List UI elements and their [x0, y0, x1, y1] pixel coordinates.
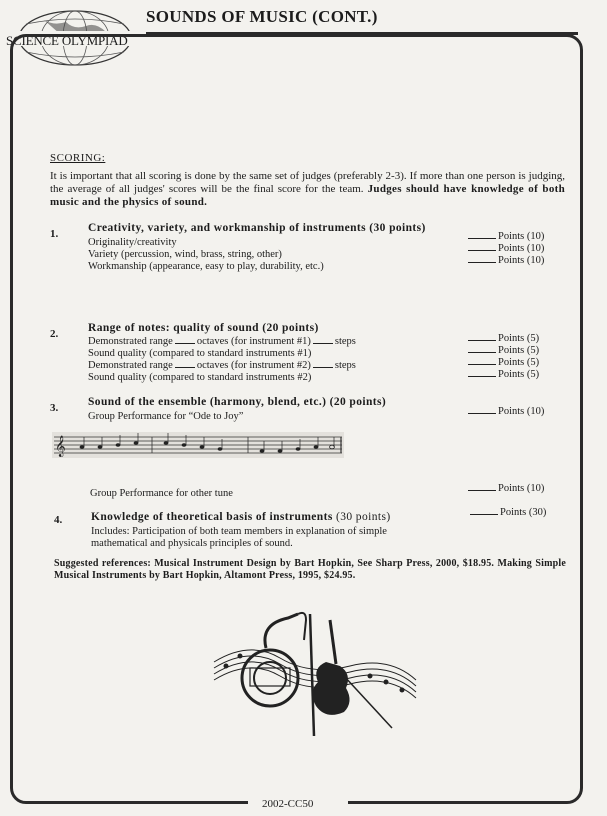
- intro-bold-text: Judges should have knowledge of both music and the physics of sound.: [50, 183, 566, 208]
- octaves-2-blank[interactable]: [175, 367, 195, 368]
- svg-text:𝄞: 𝄞: [55, 436, 66, 456]
- section-2-quality-2: Sound quality (compared to standard instruments #2): [88, 372, 312, 383]
- section-3-points-1[interactable]: Points (10): [468, 406, 544, 418]
- footer-code: 2002-CC50: [262, 798, 314, 810]
- section-4-number: 4.: [54, 514, 63, 526]
- logo-text: SCIENCE OLYMPIAD: [6, 33, 128, 48]
- section-1-points-1[interactable]: Points (10): [468, 231, 544, 243]
- section-2-range-1: Demonstrated range octaves (for instrument #1) steps: [88, 336, 356, 347]
- octaves-1-blank[interactable]: [175, 343, 195, 344]
- section-2-points-2[interactable]: Points (5): [468, 345, 539, 357]
- section-4-line-2: mathematical and physicals principles of sound.: [91, 538, 293, 549]
- page-title: SOUNDS OF MUSIC (CONT.): [146, 7, 378, 26]
- section-1-line-3: Workmanship (appearance, easy to play, durability, etc.): [88, 261, 324, 272]
- steps-1-blank[interactable]: [313, 343, 333, 344]
- section-2-number: 2.: [50, 328, 59, 340]
- instruments-illustration: [210, 610, 420, 740]
- section-2-range-2: Demonstrated range octaves (for instrument #2) steps: [88, 360, 356, 371]
- section-4-points-1[interactable]: Points (30): [470, 507, 546, 519]
- scoring-heading: SCORING:: [50, 152, 106, 164]
- section-3-line-1: Group Performance for “Ode to Joy”: [88, 411, 244, 422]
- section-2-points-3[interactable]: Points (5): [468, 357, 539, 369]
- section-1-title: Creativity, variety, and workmanship of instruments (30 points): [88, 222, 426, 234]
- section-3-points-2[interactable]: Points (10): [468, 483, 544, 495]
- scoring-intro: [50, 170, 565, 209]
- section-2-points-4[interactable]: Points (5): [468, 369, 539, 381]
- section-2-quality-1: Sound quality (compared to standard instruments #1): [88, 348, 312, 359]
- title-rule: [146, 32, 578, 35]
- section-1-points-3[interactable]: Points (10): [468, 255, 544, 267]
- section-3-line-2: Group Performance for other tune: [90, 488, 233, 499]
- section-1-points-2[interactable]: Points (10): [468, 243, 544, 255]
- section-3-number: 3.: [50, 402, 59, 414]
- section-1-line-1: Originality/creativity: [88, 237, 177, 248]
- section-2-points-1[interactable]: Points (5): [468, 333, 539, 345]
- section-4-title: Knowledge of theoretical basis of instruments (30 points): [91, 511, 391, 523]
- section-1-line-2: Variety (percussion, wind, brass, string, other): [88, 249, 282, 260]
- section-3-title: Sound of the ensemble (harmony, blend, etc.) (20 points): [88, 396, 387, 408]
- intro-text: It is important that all scoring is done by the same set of judges (preferably 2-3). If more than one person is judging, the average of all judges' scores will be the final score for the team.: [50, 170, 565, 195]
- suggested-references: Suggested references: Musical Instrument Design by Bart Hopkin, See Sharp Press, 2000, $18.95. Making Simple Musical Instruments by Bart Hopkin, Altamont Press, 1995, $24.95.: [54, 558, 566, 581]
- steps-2-blank[interactable]: [313, 367, 333, 368]
- section-1-number: 1.: [50, 228, 59, 240]
- section-4-line-1: Includes: Participation of both team members in explanation of simple: [91, 526, 387, 537]
- section-2-title: Range of notes: quality of sound (20 points): [88, 322, 319, 334]
- ode-to-joy-staff: [52, 432, 344, 458]
